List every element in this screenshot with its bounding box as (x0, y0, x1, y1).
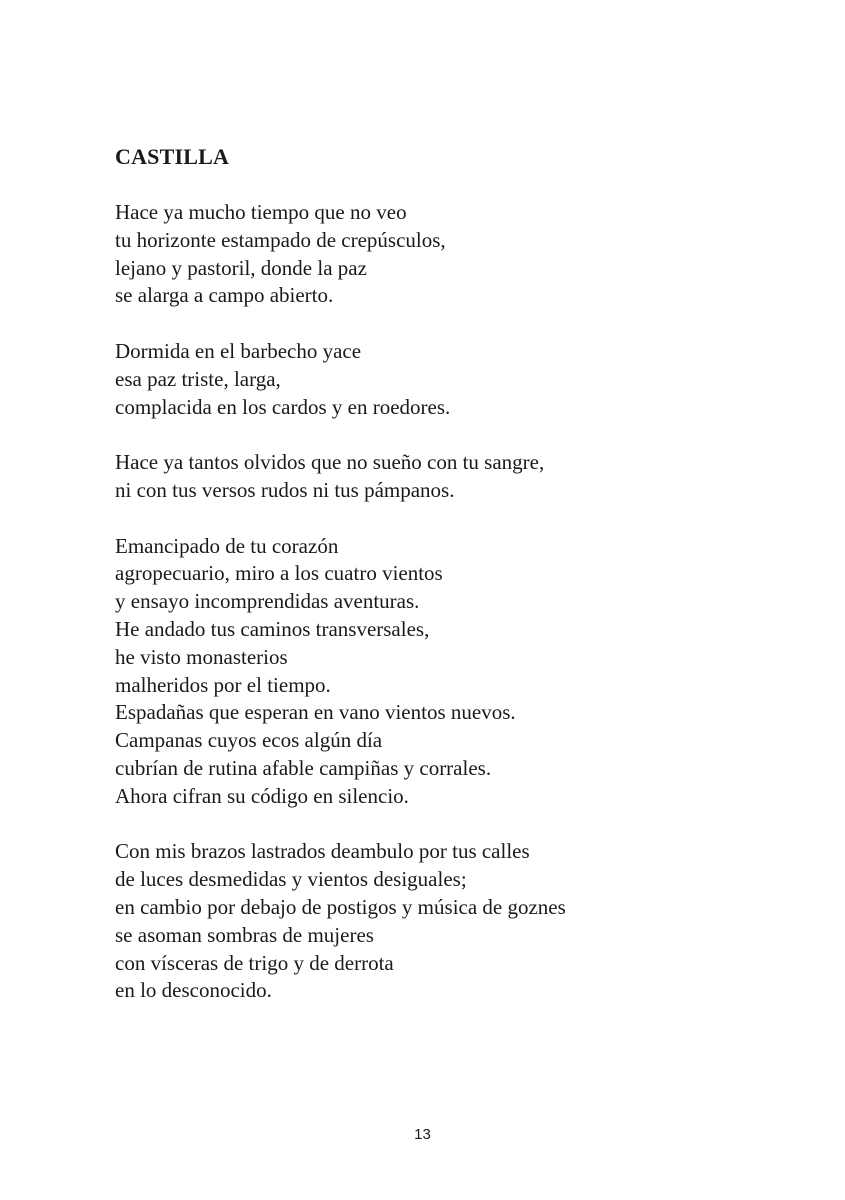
verse-line: Ahora cifran su código en silencio. (115, 783, 409, 808)
stanza (115, 838, 566, 1005)
verse-line: malheridos por el tiempo. (115, 672, 331, 697)
verse-line: en lo desconocido. (115, 978, 272, 1003)
stanza (115, 338, 566, 421)
verse-line: se asoman sombras de mujeres (115, 922, 374, 947)
verse-line: de luces desmedidas y vientos desiguales; (115, 867, 467, 892)
verse-line: Hace ya tantos olvidos que no sueño con tu sangre, (115, 450, 545, 475)
verse-line: tu horizonte estampado de crepúsculos, (115, 227, 446, 252)
verse-line: y ensayo incomprendidas aventuras. (115, 589, 420, 614)
verse-line: He andado tus caminos transversales, (115, 616, 430, 641)
verse-line: Dormida en el barbecho yace (115, 338, 362, 363)
verse-line: con vísceras de trigo y de derrota (115, 950, 394, 975)
verse-line: Con mis brazos lastrados deambulo por tus calles (115, 839, 530, 864)
verse-line: lejano y pastoril, donde la paz (115, 255, 367, 280)
verse-line: Hace ya mucho tiempo que no veo (115, 200, 407, 224)
verse-line: esa paz triste, larga, (115, 366, 281, 391)
verse-line: complacida en los cardos y en roedores. (115, 394, 451, 419)
verse-line: cubrían de rutina afable campiñas y corrales. (115, 755, 492, 780)
verse-line: ni con tus versos rudos ni tus pámpanos. (115, 477, 455, 502)
verse-line: Espadañas que esperan en vano vientos nuevos. (115, 700, 516, 725)
verse-line: Emancipado de tu corazón (115, 533, 339, 558)
page-number: 13 (414, 1126, 431, 1143)
poem-body (115, 199, 566, 1033)
verse-line: agropecuario, miro a los cuatro vientos (115, 561, 443, 586)
stanza (115, 199, 566, 310)
poem-title: CASTILLA (115, 144, 230, 169)
verse-line: Campanas cuyos ecos algún día (115, 728, 383, 753)
verse-line: he visto monasterios (115, 644, 288, 669)
stanza (115, 533, 566, 811)
verse-line: en cambio por debajo de postigos y música de goznes (115, 894, 566, 919)
verse-line: se alarga a campo abierto. (115, 283, 334, 308)
stanza (115, 449, 566, 505)
